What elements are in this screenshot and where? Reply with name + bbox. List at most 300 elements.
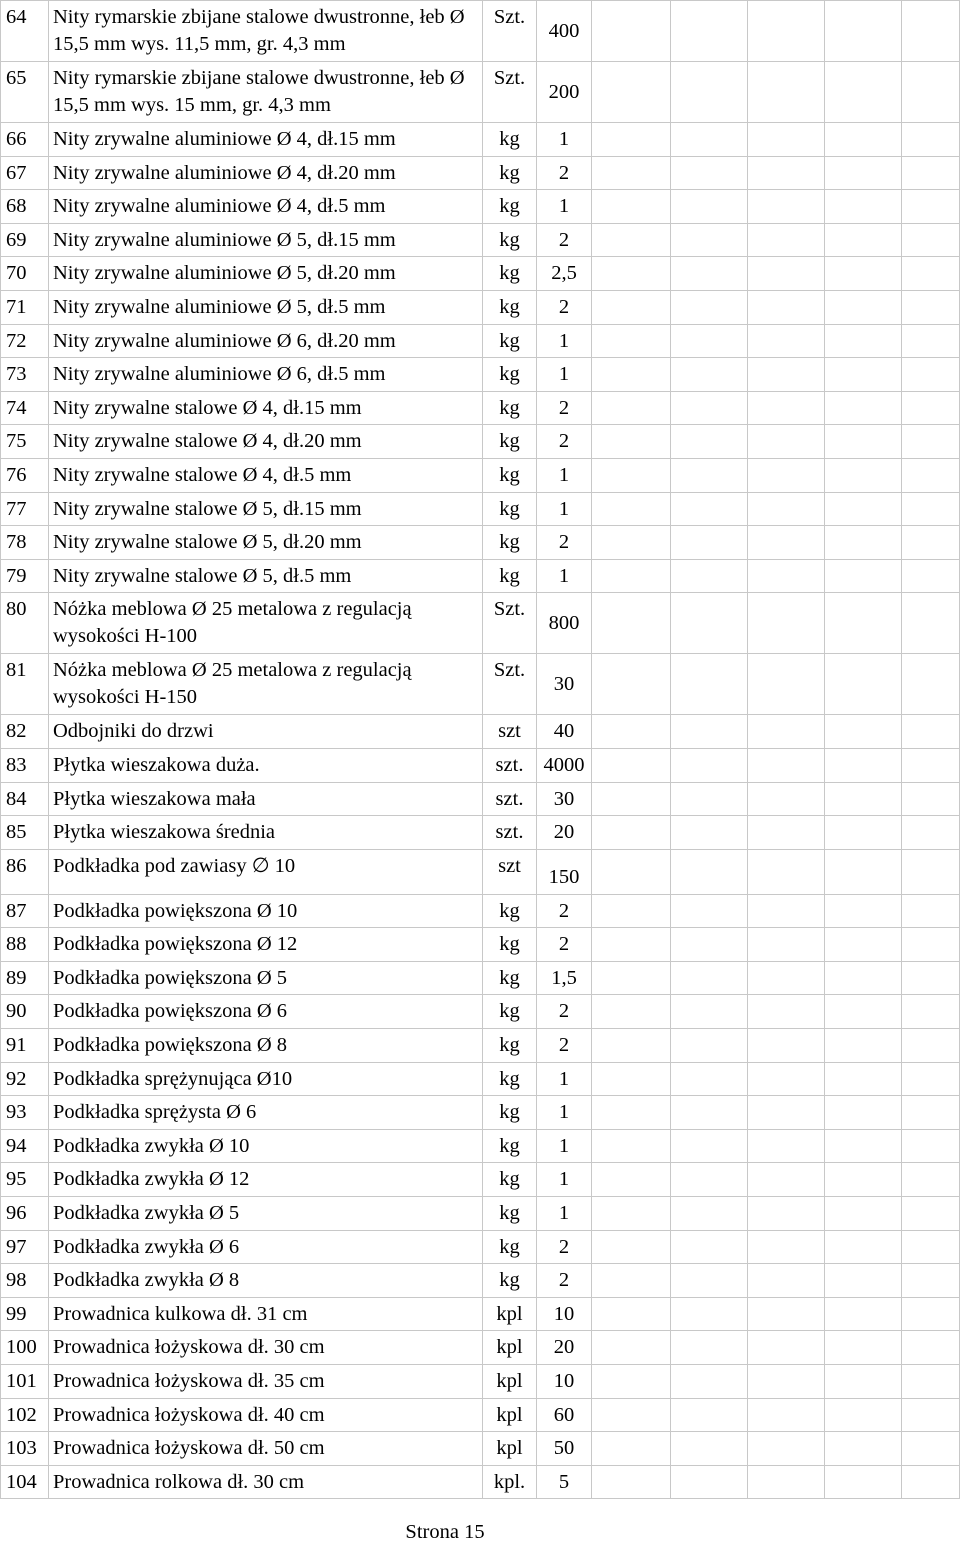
empty-cell xyxy=(825,1163,902,1197)
item-number: 102 xyxy=(1,1398,49,1432)
item-quantity: 2 xyxy=(537,995,592,1029)
item-name: Nity zrywalne aluminiowe Ø 5, dł.20 mm xyxy=(49,257,483,291)
empty-cell xyxy=(748,654,825,715)
table-row xyxy=(1,1297,960,1331)
empty-cell xyxy=(671,1331,748,1365)
empty-cell xyxy=(825,425,902,459)
item-number: 100 xyxy=(1,1331,49,1365)
table-row xyxy=(1,1096,960,1130)
empty-cell xyxy=(825,593,902,654)
empty-cell xyxy=(592,257,671,291)
empty-cell xyxy=(748,816,825,850)
item-number: 70 xyxy=(1,257,49,291)
table-row xyxy=(1,748,960,782)
empty-cell xyxy=(748,1096,825,1130)
item-quantity: 2 xyxy=(537,1230,592,1264)
table-row xyxy=(1,1331,960,1365)
empty-cell xyxy=(592,748,671,782)
empty-cell xyxy=(825,1,902,62)
item-unit: kg xyxy=(483,425,537,459)
empty-cell xyxy=(902,928,960,962)
empty-cell xyxy=(902,391,960,425)
empty-cell xyxy=(825,995,902,1029)
item-unit: kg xyxy=(483,961,537,995)
empty-cell xyxy=(592,223,671,257)
empty-cell xyxy=(902,1197,960,1231)
item-name: Odbojniki do drzwi xyxy=(49,715,483,749)
empty-cell xyxy=(671,1197,748,1231)
item-number: 96 xyxy=(1,1197,49,1231)
empty-cell xyxy=(748,458,825,492)
item-quantity: 50 xyxy=(537,1432,592,1466)
item-number: 95 xyxy=(1,1163,49,1197)
empty-cell xyxy=(671,593,748,654)
item-unit: kpl xyxy=(483,1365,537,1399)
item-unit: kg xyxy=(483,190,537,224)
empty-cell xyxy=(825,1331,902,1365)
item-unit: kg xyxy=(483,324,537,358)
item-unit: kg xyxy=(483,1163,537,1197)
item-unit: kg xyxy=(483,1129,537,1163)
empty-cell xyxy=(825,458,902,492)
empty-cell xyxy=(748,1365,825,1399)
empty-cell xyxy=(825,1297,902,1331)
empty-cell xyxy=(671,715,748,749)
empty-cell xyxy=(825,1129,902,1163)
empty-cell xyxy=(592,1163,671,1197)
empty-cell xyxy=(592,1029,671,1063)
item-name: Nity zrywalne aluminiowe Ø 4, dł.15 mm xyxy=(49,123,483,157)
empty-cell xyxy=(671,654,748,715)
empty-cell xyxy=(592,290,671,324)
empty-cell xyxy=(748,1331,825,1365)
table-row xyxy=(1,715,960,749)
item-name: Prowadnica łożyskowa dł. 30 cm xyxy=(49,1331,483,1365)
empty-cell xyxy=(902,1129,960,1163)
empty-cell xyxy=(902,1398,960,1432)
empty-cell xyxy=(592,593,671,654)
empty-cell xyxy=(825,654,902,715)
item-unit: kg xyxy=(483,492,537,526)
empty-cell xyxy=(825,849,902,894)
empty-cell xyxy=(825,1096,902,1130)
item-quantity: 30 xyxy=(537,782,592,816)
empty-cell xyxy=(592,123,671,157)
item-quantity: 4000 xyxy=(537,748,592,782)
empty-cell xyxy=(671,849,748,894)
item-number: 86 xyxy=(1,849,49,894)
table-row xyxy=(1,1264,960,1298)
empty-cell xyxy=(748,715,825,749)
table-row xyxy=(1,290,960,324)
item-name: Płytka wieszakowa duża. xyxy=(49,748,483,782)
item-quantity: 800 xyxy=(537,593,592,654)
item-number: 98 xyxy=(1,1264,49,1298)
item-unit: szt. xyxy=(483,782,537,816)
item-number: 92 xyxy=(1,1062,49,1096)
table-row xyxy=(1,62,960,123)
item-number: 82 xyxy=(1,715,49,749)
empty-cell xyxy=(748,324,825,358)
item-quantity: 1 xyxy=(537,492,592,526)
item-name: Nóżka meblowa Ø 25 metalowa z regulacją wysokości H-150 xyxy=(49,654,483,715)
empty-cell xyxy=(825,391,902,425)
table-row xyxy=(1,492,960,526)
empty-cell xyxy=(671,324,748,358)
item-name: Nity zrywalne stalowe Ø 4, dł.15 mm xyxy=(49,391,483,425)
item-unit: kg xyxy=(483,123,537,157)
empty-cell xyxy=(592,995,671,1029)
item-number: 77 xyxy=(1,492,49,526)
item-quantity: 20 xyxy=(537,816,592,850)
item-unit: szt. xyxy=(483,748,537,782)
empty-cell xyxy=(902,156,960,190)
empty-cell xyxy=(671,1230,748,1264)
empty-cell xyxy=(825,782,902,816)
item-unit: kg xyxy=(483,894,537,928)
item-unit: Szt. xyxy=(483,593,537,654)
item-quantity: 2,5 xyxy=(537,257,592,291)
empty-cell xyxy=(592,1,671,62)
item-quantity: 20 xyxy=(537,1331,592,1365)
item-number: 84 xyxy=(1,782,49,816)
empty-cell xyxy=(592,526,671,560)
item-name: Prowadnica rolkowa dł. 30 cm xyxy=(49,1465,483,1499)
empty-cell xyxy=(748,961,825,995)
empty-cell xyxy=(748,1163,825,1197)
empty-cell xyxy=(592,1465,671,1499)
item-quantity: 2 xyxy=(537,290,592,324)
item-name: Podkładka zwykła Ø 5 xyxy=(49,1197,483,1231)
empty-cell xyxy=(748,123,825,157)
item-name: Nity zrywalne stalowe Ø 5, dł.5 mm xyxy=(49,559,483,593)
empty-cell xyxy=(592,1432,671,1466)
item-name: Nity rymarskie zbijane stalowe dwustronne, łeb Ø 15,5 mm wys. 15 mm, gr. 4,3 mm xyxy=(49,62,483,123)
empty-cell xyxy=(825,1197,902,1231)
empty-cell xyxy=(902,559,960,593)
table-row xyxy=(1,526,960,560)
empty-cell xyxy=(748,1029,825,1063)
empty-cell xyxy=(592,782,671,816)
item-unit: Szt. xyxy=(483,62,537,123)
item-quantity: 1 xyxy=(537,324,592,358)
empty-cell xyxy=(825,223,902,257)
empty-cell xyxy=(592,1331,671,1365)
item-quantity: 1 xyxy=(537,1163,592,1197)
item-name: Podkładka zwykła Ø 6 xyxy=(49,1230,483,1264)
empty-cell xyxy=(902,123,960,157)
empty-cell xyxy=(748,391,825,425)
empty-cell xyxy=(748,1,825,62)
item-name: Prowadnica łożyskowa dł. 40 cm xyxy=(49,1398,483,1432)
empty-cell xyxy=(671,1365,748,1399)
empty-cell xyxy=(671,458,748,492)
item-name: Podkładka powiększona Ø 10 xyxy=(49,894,483,928)
empty-cell xyxy=(825,492,902,526)
table-row xyxy=(1,1465,960,1499)
item-unit: kg xyxy=(483,928,537,962)
empty-cell xyxy=(671,391,748,425)
empty-cell xyxy=(902,1432,960,1466)
table-row xyxy=(1,593,960,654)
empty-cell xyxy=(671,190,748,224)
item-name: Podkładka zwykła Ø 8 xyxy=(49,1264,483,1298)
empty-cell xyxy=(902,257,960,291)
item-quantity: 2 xyxy=(537,928,592,962)
item-unit: kpl xyxy=(483,1432,537,1466)
item-quantity: 1 xyxy=(537,1062,592,1096)
empty-cell xyxy=(902,62,960,123)
item-quantity: 400 xyxy=(537,1,592,62)
table-row xyxy=(1,894,960,928)
item-name: Nity zrywalne aluminiowe Ø 5, dł.5 mm xyxy=(49,290,483,324)
item-number: 79 xyxy=(1,559,49,593)
item-number: 81 xyxy=(1,654,49,715)
empty-cell xyxy=(671,1,748,62)
item-quantity: 2 xyxy=(537,526,592,560)
item-name: Nóżka meblowa Ø 25 metalowa z regulacją wysokości H-100 xyxy=(49,593,483,654)
item-name: Podkładka sprężynująca Ø10 xyxy=(49,1062,483,1096)
table-row xyxy=(1,1129,960,1163)
item-quantity: 1,5 xyxy=(537,961,592,995)
item-unit: kg xyxy=(483,257,537,291)
empty-cell xyxy=(902,1062,960,1096)
item-quantity: 2 xyxy=(537,1264,592,1298)
empty-cell xyxy=(671,1398,748,1432)
empty-cell xyxy=(748,425,825,459)
empty-cell xyxy=(671,290,748,324)
item-unit: kg xyxy=(483,156,537,190)
empty-cell xyxy=(825,894,902,928)
empty-cell xyxy=(748,1432,825,1466)
table-row xyxy=(1,1029,960,1063)
empty-cell xyxy=(592,928,671,962)
item-name: Prowadnica łożyskowa dł. 50 cm xyxy=(49,1432,483,1466)
table-row xyxy=(1,123,960,157)
item-quantity: 1 xyxy=(537,1129,592,1163)
empty-cell xyxy=(825,1465,902,1499)
item-number: 64 xyxy=(1,1,49,62)
empty-cell xyxy=(748,223,825,257)
item-number: 85 xyxy=(1,816,49,850)
empty-cell xyxy=(748,526,825,560)
empty-cell xyxy=(748,1230,825,1264)
item-quantity: 150 xyxy=(537,849,592,894)
empty-cell xyxy=(825,156,902,190)
empty-cell xyxy=(671,257,748,291)
item-number: 93 xyxy=(1,1096,49,1130)
item-name: Nity zrywalne stalowe Ø 5, dł.15 mm xyxy=(49,492,483,526)
empty-cell xyxy=(748,1465,825,1499)
item-unit: kg xyxy=(483,391,537,425)
item-number: 75 xyxy=(1,425,49,459)
item-unit: kg xyxy=(483,1197,537,1231)
item-number: 74 xyxy=(1,391,49,425)
item-unit: kg xyxy=(483,223,537,257)
item-number: 90 xyxy=(1,995,49,1029)
empty-cell xyxy=(671,816,748,850)
empty-cell xyxy=(748,559,825,593)
item-quantity: 2 xyxy=(537,391,592,425)
item-quantity: 40 xyxy=(537,715,592,749)
empty-cell xyxy=(825,526,902,560)
item-unit: Szt. xyxy=(483,1,537,62)
empty-cell xyxy=(671,995,748,1029)
empty-cell xyxy=(592,391,671,425)
table-row xyxy=(1,1365,960,1399)
empty-cell xyxy=(671,526,748,560)
item-unit: kg xyxy=(483,1062,537,1096)
item-name: Prowadnica łożyskowa dł. 35 cm xyxy=(49,1365,483,1399)
item-quantity: 10 xyxy=(537,1365,592,1399)
empty-cell xyxy=(825,190,902,224)
item-name: Podkładka zwykła Ø 12 xyxy=(49,1163,483,1197)
item-quantity: 2 xyxy=(537,894,592,928)
table-row xyxy=(1,257,960,291)
empty-cell xyxy=(902,816,960,850)
page-footer: Strona 15 xyxy=(405,1521,485,1543)
empty-cell xyxy=(825,123,902,157)
empty-cell xyxy=(671,1129,748,1163)
empty-cell xyxy=(671,1297,748,1331)
empty-cell xyxy=(825,1230,902,1264)
table-row xyxy=(1,458,960,492)
item-quantity: 30 xyxy=(537,654,592,715)
empty-cell xyxy=(671,358,748,392)
empty-cell xyxy=(671,1062,748,1096)
empty-cell xyxy=(902,1331,960,1365)
empty-cell xyxy=(902,1096,960,1130)
empty-cell xyxy=(825,1264,902,1298)
table-row xyxy=(1,358,960,392)
item-quantity: 2 xyxy=(537,425,592,459)
item-unit: kg xyxy=(483,1029,537,1063)
item-name: Nity rymarskie zbijane stalowe dwustronne, łeb Ø 15,5 mm wys. 11,5 mm, gr. 4,3 mm xyxy=(49,1,483,62)
item-quantity: 1 xyxy=(537,1197,592,1231)
item-unit: kg xyxy=(483,559,537,593)
empty-cell xyxy=(748,849,825,894)
empty-cell xyxy=(671,894,748,928)
item-unit: szt xyxy=(483,715,537,749)
item-number: 104 xyxy=(1,1465,49,1499)
empty-cell xyxy=(671,62,748,123)
item-name: Nity zrywalne stalowe Ø 4, dł.5 mm xyxy=(49,458,483,492)
item-number: 83 xyxy=(1,748,49,782)
item-number: 91 xyxy=(1,1029,49,1063)
empty-cell xyxy=(671,1096,748,1130)
item-quantity: 1 xyxy=(537,123,592,157)
item-number: 69 xyxy=(1,223,49,257)
item-name: Podkładka powiększona Ø 6 xyxy=(49,995,483,1029)
empty-cell xyxy=(592,1062,671,1096)
item-name: Podkładka powiększona Ø 12 xyxy=(49,928,483,962)
empty-cell xyxy=(825,257,902,291)
table-row xyxy=(1,928,960,962)
empty-cell xyxy=(592,1096,671,1130)
empty-cell xyxy=(825,290,902,324)
empty-cell xyxy=(592,1264,671,1298)
empty-cell xyxy=(902,849,960,894)
empty-cell xyxy=(748,190,825,224)
empty-cell xyxy=(902,1297,960,1331)
table-row xyxy=(1,1432,960,1466)
table-row xyxy=(1,816,960,850)
empty-cell xyxy=(592,654,671,715)
item-number: 73 xyxy=(1,358,49,392)
empty-cell xyxy=(671,961,748,995)
empty-cell xyxy=(671,1432,748,1466)
empty-cell xyxy=(902,492,960,526)
item-number: 89 xyxy=(1,961,49,995)
item-number: 66 xyxy=(1,123,49,157)
empty-cell xyxy=(671,425,748,459)
item-name: Nity zrywalne aluminiowe Ø 6, dł.20 mm xyxy=(49,324,483,358)
item-name: Prowadnica kulkowa dł. 31 cm xyxy=(49,1297,483,1331)
empty-cell xyxy=(748,894,825,928)
empty-cell xyxy=(902,961,960,995)
item-number: 101 xyxy=(1,1365,49,1399)
empty-cell xyxy=(902,324,960,358)
empty-cell xyxy=(592,425,671,459)
empty-cell xyxy=(902,223,960,257)
empty-cell xyxy=(825,358,902,392)
empty-cell xyxy=(902,290,960,324)
empty-cell xyxy=(825,748,902,782)
table-row xyxy=(1,425,960,459)
empty-cell xyxy=(902,894,960,928)
empty-cell xyxy=(671,492,748,526)
empty-cell xyxy=(825,324,902,358)
item-number: 68 xyxy=(1,190,49,224)
empty-cell xyxy=(825,1029,902,1063)
item-number: 72 xyxy=(1,324,49,358)
empty-cell xyxy=(902,1230,960,1264)
item-unit: kpl. xyxy=(483,1465,537,1499)
empty-cell xyxy=(902,593,960,654)
item-quantity: 60 xyxy=(537,1398,592,1432)
table-row xyxy=(1,324,960,358)
empty-cell xyxy=(902,1,960,62)
item-number: 76 xyxy=(1,458,49,492)
item-unit: szt. xyxy=(483,816,537,850)
empty-cell xyxy=(825,1062,902,1096)
empty-cell xyxy=(902,715,960,749)
empty-cell xyxy=(671,223,748,257)
empty-cell xyxy=(902,995,960,1029)
item-name: Podkładka powiększona Ø 8 xyxy=(49,1029,483,1063)
item-name: Podkładka zwykła Ø 10 xyxy=(49,1129,483,1163)
item-unit: Szt. xyxy=(483,654,537,715)
item-number: 71 xyxy=(1,290,49,324)
empty-cell xyxy=(671,748,748,782)
empty-cell xyxy=(748,156,825,190)
item-quantity: 2 xyxy=(537,156,592,190)
table-row xyxy=(1,391,960,425)
empty-cell xyxy=(748,782,825,816)
item-quantity: 5 xyxy=(537,1465,592,1499)
item-unit: szt xyxy=(483,849,537,894)
empty-cell xyxy=(748,995,825,1029)
empty-cell xyxy=(592,849,671,894)
empty-cell xyxy=(592,1398,671,1432)
empty-cell xyxy=(825,62,902,123)
item-quantity: 2 xyxy=(537,223,592,257)
empty-cell xyxy=(825,715,902,749)
empty-cell xyxy=(748,62,825,123)
item-name: Nity zrywalne aluminiowe Ø 6, dł.5 mm xyxy=(49,358,483,392)
empty-cell xyxy=(748,593,825,654)
empty-cell xyxy=(748,928,825,962)
